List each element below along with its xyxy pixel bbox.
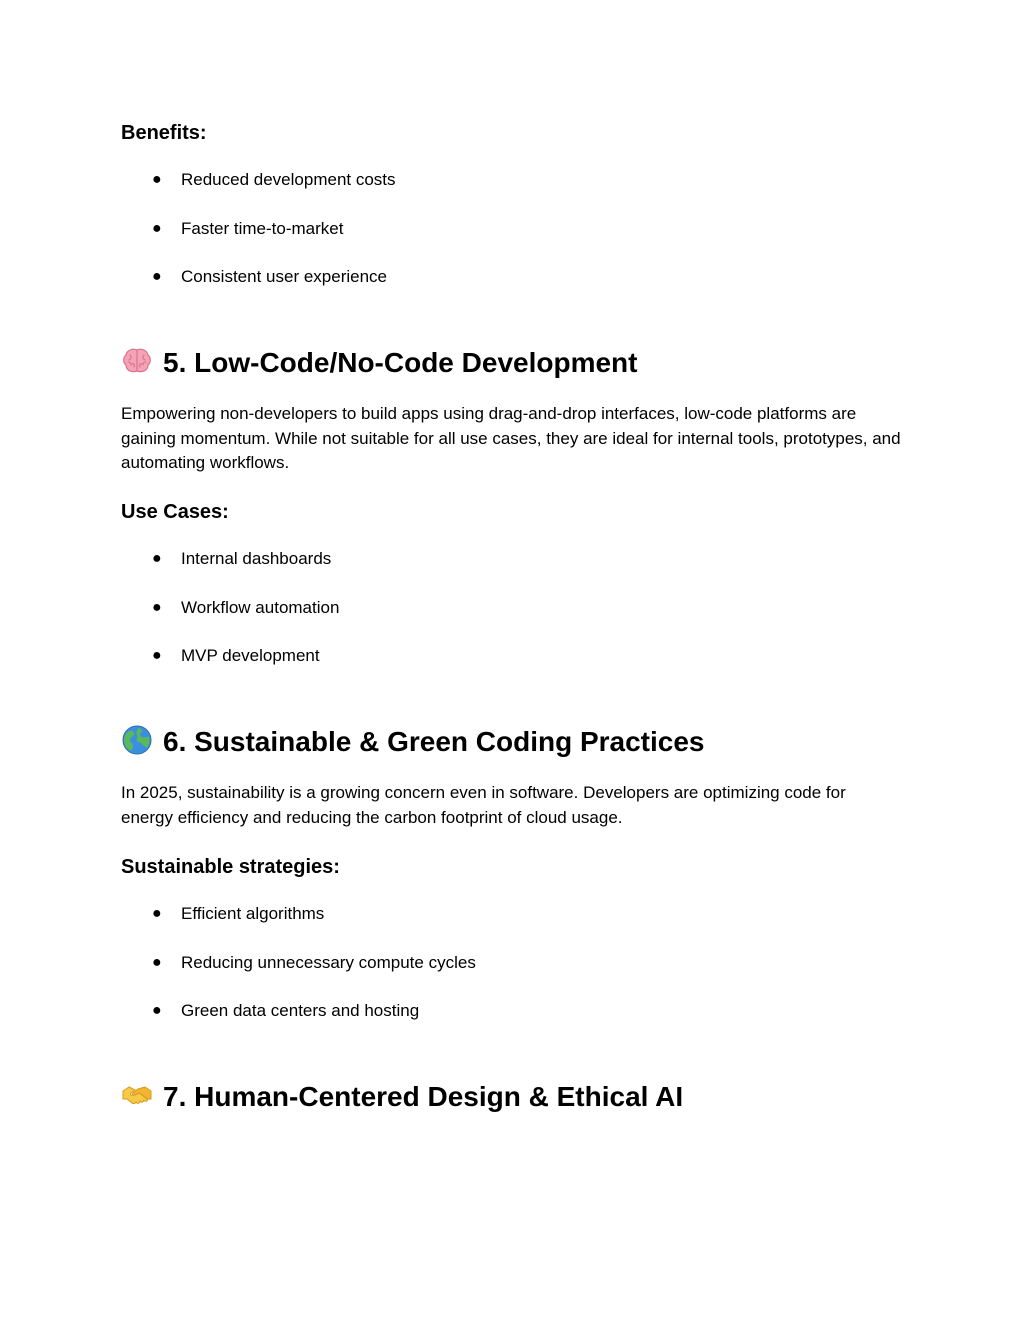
section-6-title-text: 6. Sustainable & Green Coding Practices xyxy=(163,726,705,757)
section-6-paragraph: In 2025, sustainability is a growing concern even in software. Developers are optimizing code for energy efficiency and reducing the carbon footprint of cloud usage. xyxy=(121,783,846,827)
section-5-title-text: 5. Low-Code/No-Code Development xyxy=(163,347,638,378)
section-7-title xyxy=(121,1079,683,1114)
list-item-text: MVP development xyxy=(181,646,320,665)
list-item-text: Efficient algorithms xyxy=(181,904,325,923)
brain-icon xyxy=(121,345,153,377)
bullet-icon: ● xyxy=(152,220,162,237)
bullet-icon: ● xyxy=(152,954,162,971)
bullet-icon: ● xyxy=(152,599,162,616)
bullet-icon: ● xyxy=(152,268,162,285)
list-item-text: Reduced development costs xyxy=(181,170,396,189)
list-item-text: Faster time-to-market xyxy=(181,219,344,238)
list-item-text: Green data centers and hosting xyxy=(181,1001,420,1020)
bullet-icon: ● xyxy=(152,905,162,922)
bullet-icon: ● xyxy=(152,1002,162,1019)
list-item-text: Workflow automation xyxy=(181,598,340,617)
list-item-text: Reducing unnecessary compute cycles xyxy=(181,953,476,972)
section-7-title-text: 7. Human-Centered Design & Ethical AI xyxy=(163,1081,684,1112)
list-item-text: Internal dashboards xyxy=(181,549,332,568)
sustainable-strategies-heading: Sustainable strategies: xyxy=(121,856,340,878)
bullet-icon: ● xyxy=(152,647,162,664)
globe-icon xyxy=(121,724,153,756)
section-5-paragraph: Empowering non-developers to build apps using drag-and-drop interfaces, low-code platforms are gaining momentum. While not suitable for all use cases, they are ideal for internal tools, prototypes, and automating workflows. xyxy=(121,404,901,472)
bullet-icon: ● xyxy=(152,171,162,188)
section-6-title xyxy=(121,724,705,759)
list-item-text: Consistent user experience xyxy=(181,267,388,286)
benefits-heading: Benefits: xyxy=(121,122,207,144)
section-5-title xyxy=(121,345,637,380)
use-cases-heading: Use Cases: xyxy=(121,501,229,523)
handshake-icon xyxy=(121,1079,153,1111)
bullet-icon: ● xyxy=(152,550,162,567)
